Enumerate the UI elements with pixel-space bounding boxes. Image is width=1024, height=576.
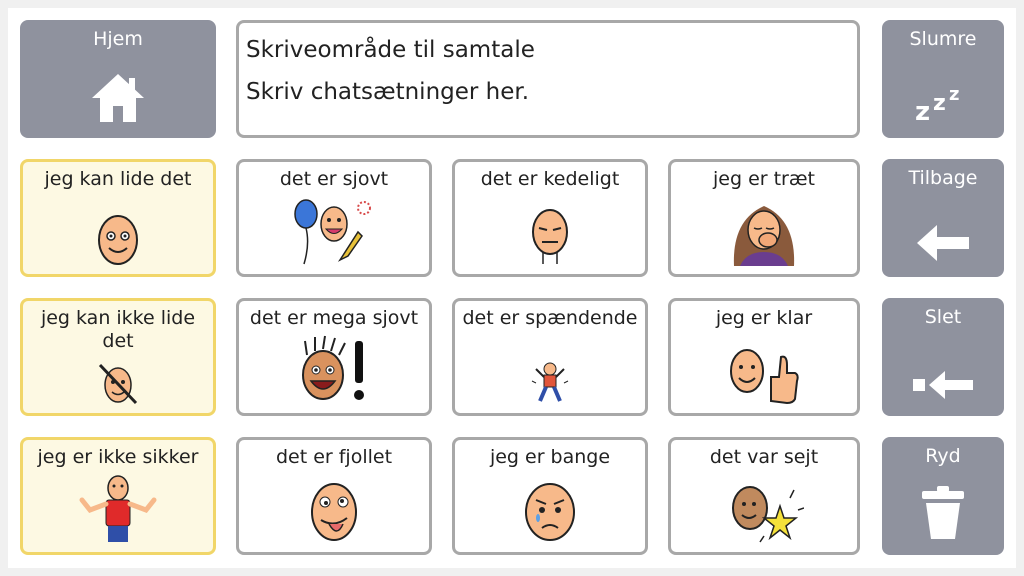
shrug-person-icon xyxy=(23,474,213,544)
back-arrow-icon xyxy=(882,223,1004,263)
phrase-unsure[interactable] xyxy=(20,437,216,555)
clear-label: Ryd xyxy=(925,445,961,467)
backspace-icon xyxy=(882,368,1004,402)
jumping-person-icon xyxy=(455,361,645,405)
home-label: Hjem xyxy=(93,28,143,50)
trash-icon xyxy=(882,485,1004,541)
phrase-fun-label: det er sjovt xyxy=(279,168,389,190)
phrase-tired[interactable] xyxy=(668,159,860,277)
star-face-icon xyxy=(671,480,857,544)
phrase-mega-fun-label: det er mega sjovt xyxy=(249,307,419,329)
phrase-tired-label: jeg er træt xyxy=(713,168,815,190)
phrase-silly[interactable] xyxy=(236,437,432,555)
excited-face-icon xyxy=(239,335,429,405)
phrase-boring-label: det er kedeligt xyxy=(480,168,620,190)
back-label: Tilbage xyxy=(908,167,978,189)
phrase-dislikes-label: jeg kan ikke lide det xyxy=(40,307,196,352)
sleep-icon xyxy=(882,76,1004,124)
phrase-cool[interactable] xyxy=(668,437,860,555)
phrase-silly-label: det er fjollet xyxy=(275,446,393,468)
svg-text:z: z xyxy=(933,91,946,116)
phrase-exciting[interactable] xyxy=(452,298,648,416)
thumbs-up-icon xyxy=(671,343,857,405)
message-area-placeholder: Skriv chatsætninger her. xyxy=(246,79,530,105)
snooze-label: Slumre xyxy=(909,28,977,50)
message-area[interactable] xyxy=(236,20,860,138)
tired-person-icon xyxy=(671,200,857,266)
phrase-likes[interactable] xyxy=(20,159,216,277)
phrase-likes-label: jeg kan lide det xyxy=(44,168,192,190)
home-icon xyxy=(20,72,216,124)
phrase-scared-label: jeg er bange xyxy=(489,446,611,468)
bored-face-icon xyxy=(455,204,645,266)
delete-button[interactable] xyxy=(882,298,1004,416)
clear-button[interactable] xyxy=(882,437,1004,555)
phrase-dislikes[interactable] xyxy=(20,298,216,416)
home-button[interactable] xyxy=(20,20,216,138)
snooze-button[interactable] xyxy=(882,20,1004,138)
party-icon xyxy=(239,196,429,266)
phrase-mega-fun[interactable] xyxy=(236,298,432,416)
delete-label: Slet xyxy=(924,306,962,328)
phrase-fun[interactable] xyxy=(236,159,432,277)
dislike-face-icon xyxy=(23,361,213,405)
phrase-unsure-label: jeg er ikke sikker xyxy=(37,446,199,468)
phrase-boring[interactable] xyxy=(452,159,648,277)
back-button[interactable] xyxy=(882,159,1004,277)
svg-text:z: z xyxy=(915,97,931,124)
scared-face-icon xyxy=(455,480,645,544)
happy-face-icon xyxy=(23,210,213,266)
phrase-ready[interactable] xyxy=(668,298,860,416)
phrase-ready-label: jeg er klar xyxy=(715,307,813,329)
silly-face-icon xyxy=(239,478,429,544)
phrase-cool-label: det var sejt xyxy=(709,446,819,468)
phrase-exciting-label: det er spændende xyxy=(462,307,638,329)
phrase-scared[interactable] xyxy=(452,437,648,555)
message-area-title: Skriveområde til samtale xyxy=(246,37,535,63)
svg-text:z: z xyxy=(949,84,960,105)
